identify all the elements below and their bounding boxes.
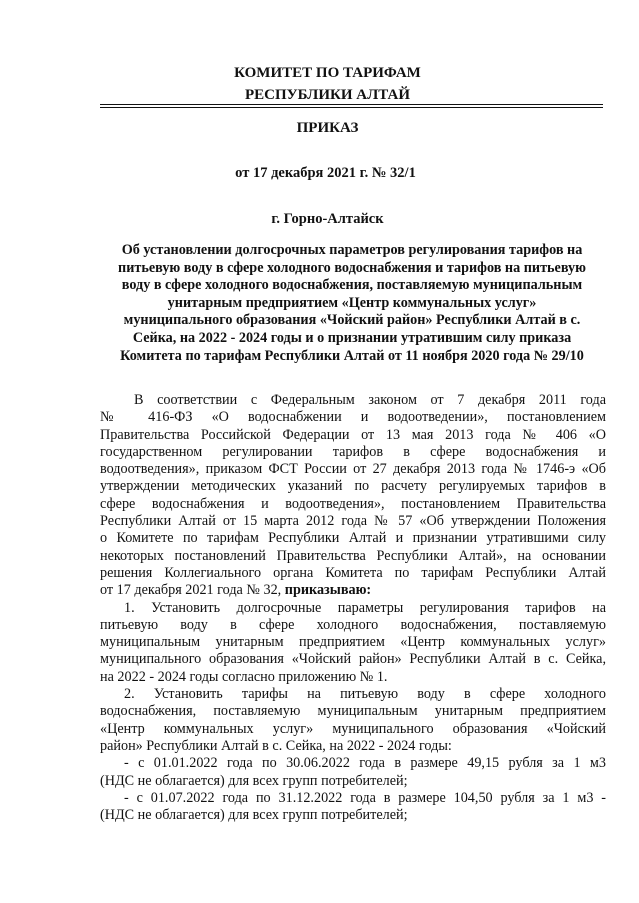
tariff-period-1	[100, 755, 606, 790]
body-line: водоотведения», приказом ФСТ России от 27 декабря 2013 года № 1746-э «Об	[100, 461, 606, 478]
document-title	[96, 242, 608, 365]
body-line-final	[100, 582, 606, 599]
body-line: о Комитете по тарифам Республики Алтай и признании утратившими силу	[100, 530, 606, 547]
title-line: Об установлении долгосрочных параметров регулирования тарифов на	[121, 242, 583, 258]
body-line: (НДС не облагается) для всех групп потребителей;	[100, 807, 408, 824]
body-line: сфере водоснабжения и водоотведения», постановлением Правительства	[100, 495, 606, 512]
item-2-paragraph	[100, 686, 606, 755]
body-line: утверждении методических указаний по расчету регулируемых тарифов в	[100, 478, 606, 495]
body-line: - с 01.01.2022 года по 30.06.2022 года в размере 49,15 рубля за 1 м3	[124, 755, 606, 772]
org-name-line-1: КОМИТЕТ ПО ТАРИФАМ	[234, 65, 421, 81]
document-date-number: от 17 декабря 2021 г. № 32/1	[235, 165, 416, 181]
document-body	[100, 392, 606, 824]
body-line: № 416-ФЗ «О водоснабжении и водоотведении», постановлением	[100, 409, 606, 426]
body-line: решения Коллегиального органа Комитета по тарифам Республики Алтай	[100, 564, 606, 581]
header-rule	[100, 104, 603, 105]
title-line: воду в сфере холодного водоснабжения, поставляемую муниципальным	[121, 277, 583, 294]
body-line: район» Республики Алтай в с. Сейка, на 2022 - 2024 годы:	[100, 737, 452, 754]
order-word: приказываю:	[284, 582, 372, 599]
body-line: Правительства Российской Федерации от 13 мая 2013 года № 406 «О	[100, 426, 606, 443]
title-line: унитарным предприятием «Центр коммунальных услуг»	[167, 294, 537, 311]
document-city: г. Горно-Алтайск	[271, 211, 384, 227]
preamble-final-text: от 17 декабря 2021 года № 32,	[100, 582, 282, 599]
body-line: на 2022 - 2024 годы согласно приложению № 1.	[100, 668, 388, 685]
document-type: ПРИКАЗ	[296, 120, 359, 136]
body-line: некоторых постановлений Правительства Республики Алтай», на основании	[100, 547, 606, 564]
org-name-line-2: РЕСПУБЛИКИ АЛТАЙ	[244, 87, 411, 103]
body-line: - с 01.07.2022 года по 31.12.2022 года в размере 104,50 рубля за 1 м3 -	[124, 789, 606, 806]
title-line: Комитета по тарифам Республики Алтай от 11 ноября 2020 года № 29/10	[120, 347, 584, 364]
body-line: В соответствии с Федеральным законом от 7 декабря 2011 года	[134, 392, 606, 408]
preamble-paragraph	[100, 392, 606, 600]
item-1-paragraph	[100, 600, 606, 686]
title-line: муниципального образования «Чойский район» Республики Алтай в с.	[123, 312, 581, 329]
body-line: (НДС не облагается) для всех групп потребителей;	[100, 772, 408, 789]
body-line: муниципальным унитарным предприятием «Центр коммунальных услуг»	[100, 634, 606, 651]
body-line: водоснабжения, поставляемую муниципальным унитарным предприятием	[100, 703, 606, 720]
header-rule-thin	[100, 107, 603, 108]
body-line: 1. Установить долгосрочные параметры регулирования тарифов на	[124, 599, 606, 616]
body-line: Республики Алтай от 15 марта 2012 года № 57 «Об утверждении Положения	[100, 513, 606, 530]
body-line: муниципального образования «Чойский район» Республики Алтай в с. Сейка,	[100, 651, 606, 668]
body-line: «Центр коммунальных услуг» муниципального образования «Чойский	[100, 720, 606, 737]
body-line: государственном регулировании тарифов в сфере водоснабжения и	[100, 443, 606, 460]
body-line: 2. Установить тарифы на питьевую воду в сфере холодного	[124, 686, 606, 703]
tariff-period-2	[100, 790, 606, 825]
title-line: питьевую воду в сфере холодного водоснабжения и тарифов на питьевую	[118, 259, 586, 276]
title-line: Сейка, на 2022 - 2024 годы и о признании утратившим силу приказа	[132, 329, 572, 346]
body-line: питьевую воду в сфере холодного водоснабжения, поставляемую	[100, 616, 606, 633]
